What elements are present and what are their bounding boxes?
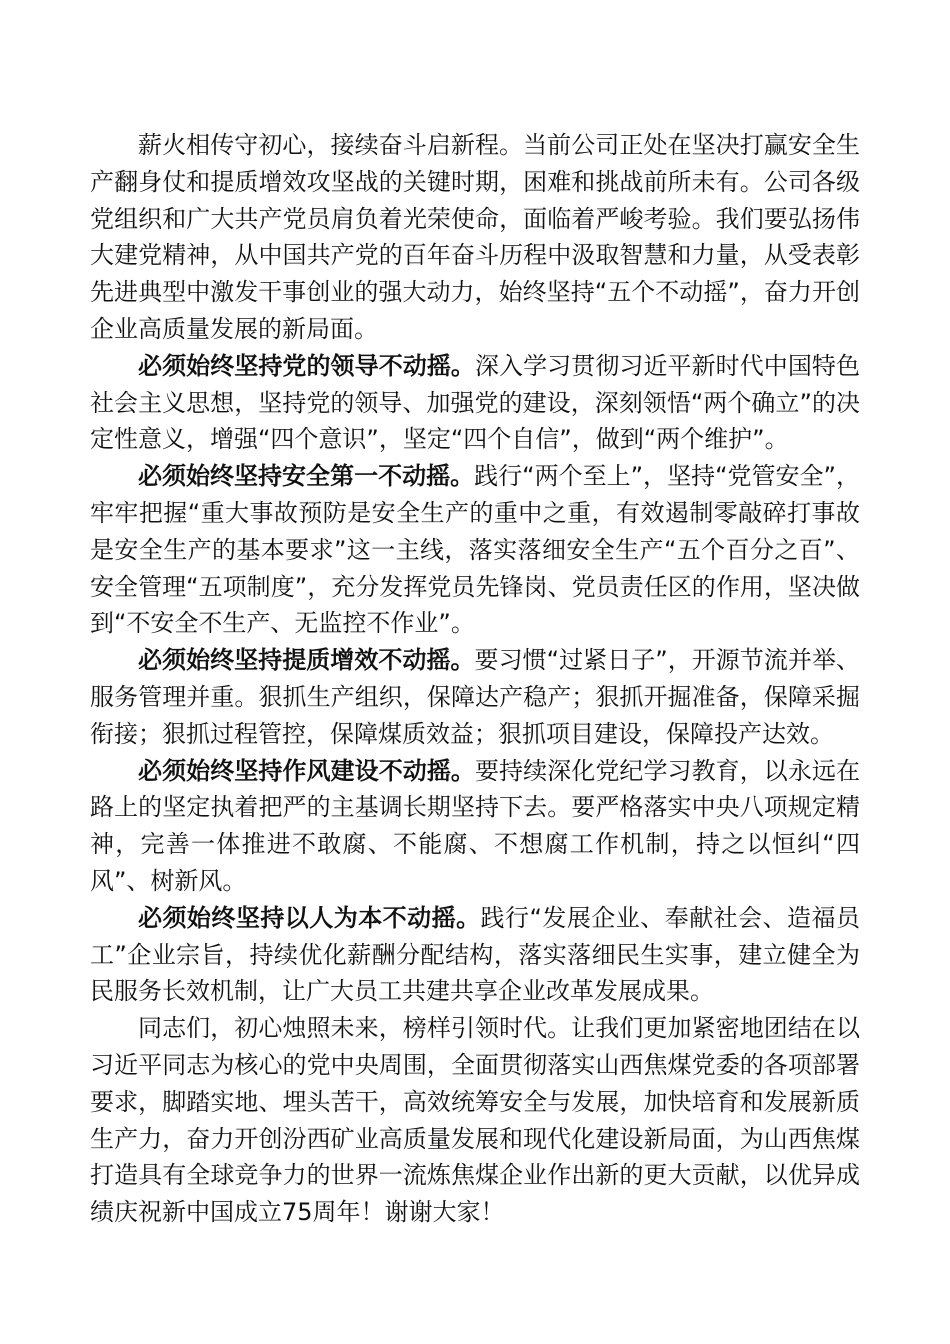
paragraph-lead: 必须始终坚持提质增效不动摇。 [138,646,475,675]
paragraph-intro [90,127,860,348]
paragraph-lead: 必须始终坚持作风建设不动摇。 [138,756,475,785]
paragraph-lead: 必须始终坚持安全第一不动摇。 [138,462,475,491]
paragraph-text: 践行“发展企业、奉献社会、造福员工”企业宗旨，持续优化薪酬分配结构，落实落细民生实事，建立健全为民服务长效机制，让广大员工共建共享企业改革发展成果。 [90,903,860,1006]
paragraph-lead: 必须始终坚持党的领导不动摇。 [138,351,475,380]
paragraph-closing [90,1010,860,1231]
paragraph-text: 要持续深化党纪学习教育，以永远在路上的坚定执着把严的主基调长期坚持下去。要严格落实中央八项规定精神，完善一体推进不敢腐、不能腐、不想腐工作机制，持之以恒纠“四风”、树新风。 [90,756,861,895]
paragraph-safety-first [90,458,860,642]
paragraph-text: 要习惯“过紧日子”，开源节流并举、服务管理并重。狠抓生产组织，保障达产稳产；狠抓开掘准备，保障采掘衔接；狠抓过程管控，保障煤质效益；狠抓项目建设，保障投产达效。 [90,646,860,748]
paragraph-text: 薪火相传守初心，接续奋斗启新程。当前公司正处在坚决打赢安全生产翻身仗和提质增效攻坚战的关键时期，困难和挑战前所未有。公司各级党组织和广大共产党员肩负着光荣使命，面临着严峻考验。我们要弘扬伟大建党精神，从中国共产党的百年奋斗历程中汲取智慧和力量，从受表彰先进典型中激发干事创业的强大动力，始终坚持“五个不动摇”，奋力开创企业高质量发展的新局面。 [90,131,860,343]
paragraph-text: 践行“两个至上”，坚持“党管安全”，牢牢把握“重大事故预防是安全生产的重中之重，有效遏制零敲碎打事故是安全生产的基本要求”这一主线，落实落细安全生产“五个百分之百”、安全管理“五项制度”，充分发挥党员先锋岗、党员责任区的作用，坚决做到“不安全不生产、无监控不作业”。 [90,462,861,638]
paragraph-work-style [90,753,860,900]
document-body [90,127,860,1231]
paragraph-text: 深入学习贯彻习近平新时代中国特色社会主义思想，坚持党的领导、加强党的建设，深刻领悟“两个确立”的决定性意义，增强“四个意识”，坚定“四个自信”，做到“两个维护”。 [90,351,861,454]
paragraph-people-oriented [90,900,860,1010]
paragraph-lead: 必须始终坚持以人为本不动摇。 [138,903,481,932]
paragraph-quality-efficiency [90,642,860,752]
paragraph-text: 同志们，初心烛照未来，榜样引领时代。让我们更加紧密地团结在以习近平同志为核心的党中央周围，全面贯彻落实山西焦煤党委的各项部署要求，脚踏实地、埋头苦干，高效统筹安全与发展，加快培育和发展新质生产力，奋力开创汾西矿业高质量发展和现代化建设新局面，为山西焦煤打造具有全球竞争力的世界一流炼焦煤企业作出新的更大贡献，以优异成绩庆祝新中国成立75周年！谢谢大家！ [90,1014,860,1227]
paragraph-party-leadership [90,348,860,458]
